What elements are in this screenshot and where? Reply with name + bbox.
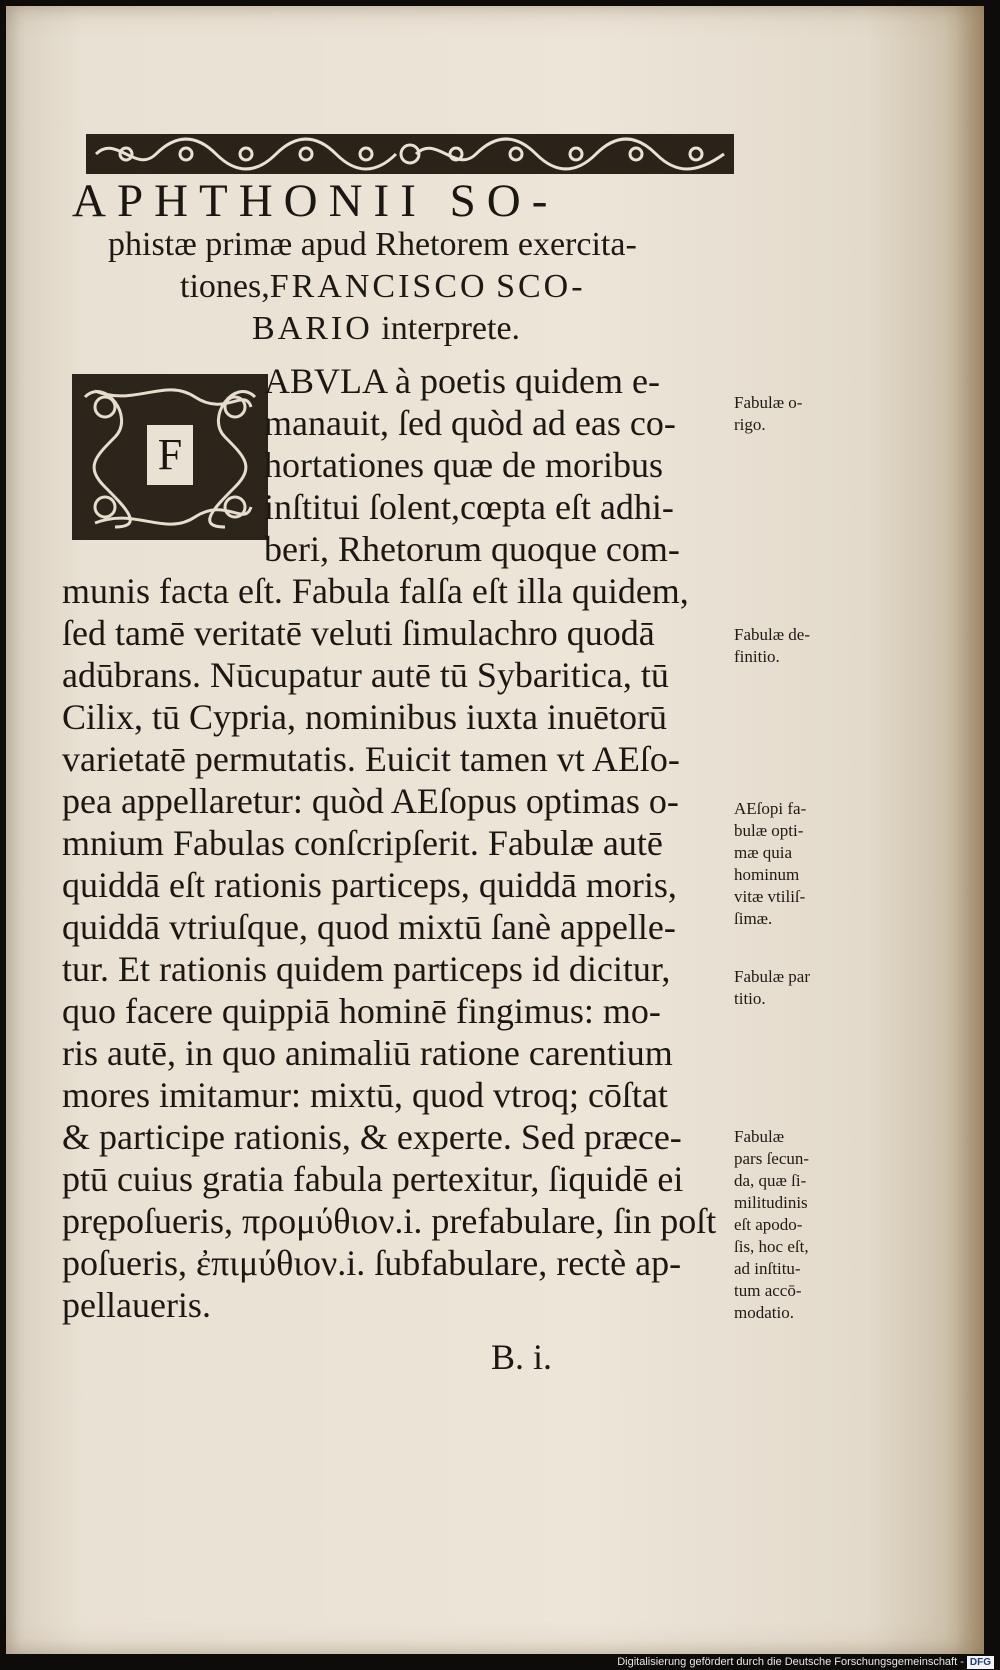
subtitle-tiones: tiones, — [180, 268, 270, 305]
text-line-6: munis facta eſt. Fabula falſa eſt illa quidem, — [62, 571, 689, 611]
subtitle-francisco: FRANCISCO — [269, 268, 488, 305]
margin-note-line: da, quæ ſi- — [734, 1171, 807, 1190]
text-line-20: ptū cuius gratia fabula pertexitur, ſiquidē ei — [62, 1159, 684, 1199]
margin-note-second-part — [734, 1126, 852, 1324]
text-line-11: pea appellaretur: quòd AEſopus optimas o- — [62, 781, 679, 821]
text-line-5: beri, Rhetorum quoque com- — [264, 529, 680, 569]
margin-note-line: rigo. — [734, 415, 766, 434]
text-line-17: ris autē, in quo animaliū ratione carentium — [62, 1033, 673, 1073]
initial-letter: F — [157, 430, 183, 479]
margin-note-line: eſt apodo- — [734, 1215, 803, 1234]
margin-note-line: militudinis — [734, 1193, 808, 1212]
margin-note-aesop — [734, 798, 852, 930]
margin-note-line: Fabulæ — [734, 1127, 785, 1146]
text-line-16: quo facere quippiā hominē fingimus: mo- — [62, 991, 661, 1031]
text-line-18: mores imitamur: mixtū, quod vtroq; cōſtat — [62, 1075, 668, 1115]
text-line-2: manauit, ſed quòd ad eas co- — [264, 403, 676, 443]
text-line-23: pellaueris. — [62, 1285, 211, 1325]
margin-note-line: pars ſecun- — [734, 1149, 810, 1168]
margin-note-origin — [734, 392, 852, 436]
margin-note-partition — [734, 966, 852, 1010]
dfg-logo: DFG — [967, 1656, 994, 1669]
text-line-14: quiddā vtriuſque, quod mixtū ſanè appelle- — [62, 907, 676, 947]
text-line-4: inſtitui ſolent,cœpta eſt adhi- — [264, 487, 674, 527]
subtitle-sco: SCO- — [496, 268, 586, 305]
margin-note-line: bulæ opti- — [734, 821, 804, 840]
margin-note-line: tum accō- — [734, 1281, 802, 1300]
text-line-15: tur. Et rationis quidem particeps id dicitur, — [62, 949, 671, 989]
margin-note-line: mæ quia — [734, 843, 793, 862]
footer-text: Digitalisierung gefördert durch die Deutsche Forschungsgemeinschaft - — [617, 1656, 964, 1668]
margin-note-line: Fabulæ o- — [734, 393, 803, 412]
margin-note-line: titio. — [734, 989, 766, 1008]
text-line-21: prępoſueris, προμύθιον.i. prefabulare, ſin poſt — [62, 1201, 717, 1241]
text-line-7: ſed tamē veritatē veluti ſimulachro quodā — [62, 613, 655, 653]
subtitle-interprete: interprete. — [381, 310, 521, 347]
book-page — [6, 6, 984, 1654]
text-line-8: adūbrans. Nūcupatur autē tū Sybaritica, tū — [62, 655, 669, 695]
signature-mark: B. i. — [491, 1337, 553, 1377]
text-line-3: hortationes quæ de moribus — [264, 445, 663, 485]
margin-note-line: AEſopi fa- — [734, 799, 807, 818]
text-line-13: quiddā eſt rationis particeps, quiddā moris, — [62, 865, 677, 905]
text-line-22: poſueris, ἐπιμύθιον.i. ſubfabulare, rectè ap- — [62, 1243, 682, 1283]
margin-note-line: finitio. — [734, 647, 780, 666]
subtitle-line-2 — [180, 268, 586, 306]
subtitle-line-1: phistæ primæ apud Rhetorem exercita- — [108, 226, 637, 263]
margin-note-line: hominum — [734, 865, 800, 884]
margin-note-line: ſimæ. — [734, 909, 773, 928]
text-line-19: & participe rationis, & experte. Sed præce- — [62, 1117, 682, 1157]
subtitle-line-3 — [252, 310, 520, 348]
text-line-1: ABVLA à poetis quidem e- — [264, 361, 660, 401]
margin-note-line: Fabulæ de- — [734, 625, 811, 644]
margin-note-line: modatio. — [734, 1303, 794, 1322]
margin-note-definition — [734, 624, 852, 668]
margin-note-line: ſis, hoc eſt, — [734, 1237, 809, 1256]
margin-note-line: Fabulæ par — [734, 967, 811, 986]
page-edge-shadow — [956, 6, 984, 1654]
margin-note-line: ad inſtitu- — [734, 1259, 801, 1278]
page-title: APHTHONII SO- — [72, 175, 559, 227]
subtitle-bario: BARIO — [252, 310, 373, 347]
text-line-9: Cilix, tū Cypria, nominibus iuxta inuētorū — [62, 697, 667, 737]
text-line-10: varietatē permutatis. Euicit tamen vt AEſo- — [62, 739, 680, 779]
text-line-12: mnium Fabulas conſcripſerit. Fabulæ autē — [62, 823, 663, 863]
margin-note-line: vitæ vtiliſ- — [734, 887, 806, 906]
decorated-initial — [72, 374, 268, 540]
digitization-footer — [617, 1654, 994, 1670]
